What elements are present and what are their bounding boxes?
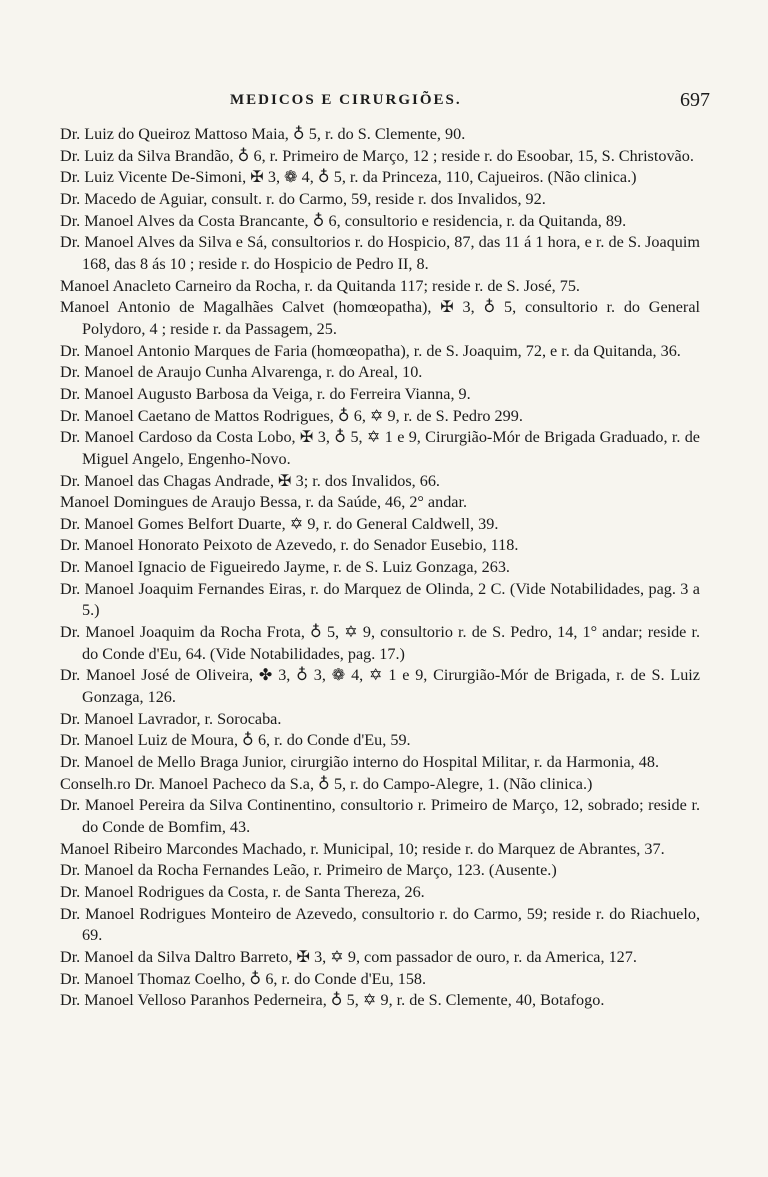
directory-entry: Dr. Manoel Pereira da Silva Continentino, consultorio r. Primeiro de Março, 12, sobrado; reside r. do Conde de Bomfim, 43. [60, 796, 700, 836]
directory-entry: Dr. Manoel Rodrigues da Costa, r. de Santa Thereza, 26. [60, 882, 425, 901]
directory-entry: Manoel Domingues de Araujo Bessa, r. da Saúde, 46, 2° andar. [60, 493, 468, 512]
directory-list [60, 124, 700, 1012]
page-number: 697 [680, 89, 710, 111]
directory-entry: Dr. Manoel das Chagas Andrade, ✠ 3; r. dos Invalidos, 66. [60, 471, 440, 490]
directory-entry: Manoel Antonio de Magalhães Calvet (homœopatha), ✠ 3, ♁ 5, consultorio r. do General Polydoro, 4 ; reside r. da Passagem, 25. [60, 298, 700, 338]
directory-entry: Dr. Manoel Cardoso da Costa Lobo, ✠ 3, ♁ 5, ✡ 1 e 9, Cirurgião-Mór de Brigada Graduado, r. de Miguel Angelo, Engenho-Novo. [60, 428, 700, 468]
directory-entry: Dr. Manoel Caetano de Mattos Rodrigues, ♁ 6, ✡ 9, r. de S. Pedro 299. [60, 406, 523, 425]
directory-entry: Dr. Manoel Joaquim Fernandes Eiras, r. do Marquez de Olinda, 2 C. (Vide Notabilidades, pag. 3 a 5.) [60, 579, 700, 620]
directory-entry: Dr. Luiz do Queiroz Mattoso Maia, ♁ 5, r. do S. Clemente, 90. [60, 125, 466, 143]
directory-entry: Dr. Luiz Vicente De-Simoni, ✠ 3, ❁ 4, ♁ 5, r. da Princeza, 110, Cajueiros. (Não clinica.) [60, 168, 637, 187]
directory-entry: Dr. Manoel Honorato Peixoto de Azevedo, r. do Senador Eusebio, 118. [60, 536, 519, 555]
directory-entry: Conselh.ro Dr. Manoel Pacheco da S.a, ♁ 5, r. do Campo-Alegre, 1. (Não clinica.) [60, 774, 593, 793]
directory-entry: Dr. Macedo de Aguiar, consult. r. do Carmo, 59, reside r. dos Invalidos, 92. [60, 189, 546, 208]
directory-entry: Dr. Manoel Ignacio de Figueiredo Jayme, r. de S. Luiz Gonzaga, 263. [60, 558, 510, 577]
page-header [60, 89, 710, 114]
section-title: MEDICOS E CIRURGIÕES. [230, 92, 462, 108]
directory-entry: Dr. Manoel Alves da Costa Brancante, ♁ 6, consultorio e residencia, r. da Quitanda, 89. [60, 211, 627, 230]
directory-entry: Dr. Manoel de Araujo Cunha Alvarenga, r. do Areal, 10. [60, 363, 423, 382]
directory-entry: Dr. Manoel da Silva Daltro Barreto, ✠ 3, ✡ 9, com passador de ouro, r. da America, 127. [60, 947, 637, 966]
directory-entry: Manoel Ribeiro Marcondes Machado, r. Municipal, 10; reside r. do Marquez de Abrantes, 37. [60, 839, 665, 858]
directory-entry: Dr. Luiz da Silva Brandão, ♁ 6, r. Primeiro de Março, 12 ; reside r. do Esoobar, 15, S. Christovão. [60, 146, 694, 165]
directory-entry: Dr. Manoel Joaquim da Rocha Frota, ♁ 5, ✡ 9, consultorio r. de S. Pedro, 14, 1° andar; reside r. do Conde d'Eu, 64. (Vide Notabilidades, pag. 17.) [60, 623, 700, 663]
directory-entry: Dr. Manoel Antonio Marques de Faria (homœopatha), r. de S. Joaquim, 72, e r. da Quitanda, 36. [60, 341, 681, 360]
directory-entry: Dr. Manoel Alves da Silva e Sá, consultorios r. do Hospicio, 87, das 11 á 1 hora, e r. de S. Joaquim 168, das 8 ás 10 ; reside r. do Hospicio de Pedro II, 8. [60, 233, 700, 273]
directory-entry: Dr. Manoel da Rocha Fernandes Leão, r. Primeiro de Março, 123. (Ausente.) [60, 861, 557, 880]
directory-entry: Dr. Manoel Luiz de Moura, ♁ 6, r. do Conde d'Eu, 59. [60, 731, 411, 750]
directory-entry: Manoel Anacleto Carneiro da Rocha, r. da Quitanda 117; reside r. de S. José, 75. [60, 276, 580, 295]
directory-entry: Dr. Manoel Velloso Paranhos Pederneira, ♁ 5, ✡ 9, r. de S. Clemente, 40, Botafogo. [60, 991, 605, 1010]
directory-entry: Dr. Manoel de Mello Braga Junior, cirurgião interno do Hospital Militar, r. da Harmonia, 48. [60, 753, 660, 772]
directory-entry: Dr. Manoel Lavrador, r. Sorocaba. [60, 709, 282, 728]
directory-entry: Dr. Manoel Thomaz Coelho, ♁ 6, r. do Conde d'Eu, 158. [60, 969, 427, 988]
directory-entry: Dr. Manoel Rodrigues Monteiro de Azevedo, consultorio r. do Carmo, 59; reside r. do Riachuelo, 69. [60, 904, 700, 945]
directory-entry: Dr. Manoel Augusto Barbosa da Veiga, r. do Ferreira Vianna, 9. [60, 384, 471, 403]
directory-entry: Dr. Manoel Gomes Belfort Duarte, ✡ 9, r. do General Caldwell, 39. [60, 514, 499, 533]
directory-entry: Dr. Manoel José de Oliveira, ✤ 3, ♁ 3, ❁ 4, ✡ 1 e 9, Cirurgião-Mór de Brigada, r. de S. Luiz Gonzaga, 126. [60, 666, 700, 707]
